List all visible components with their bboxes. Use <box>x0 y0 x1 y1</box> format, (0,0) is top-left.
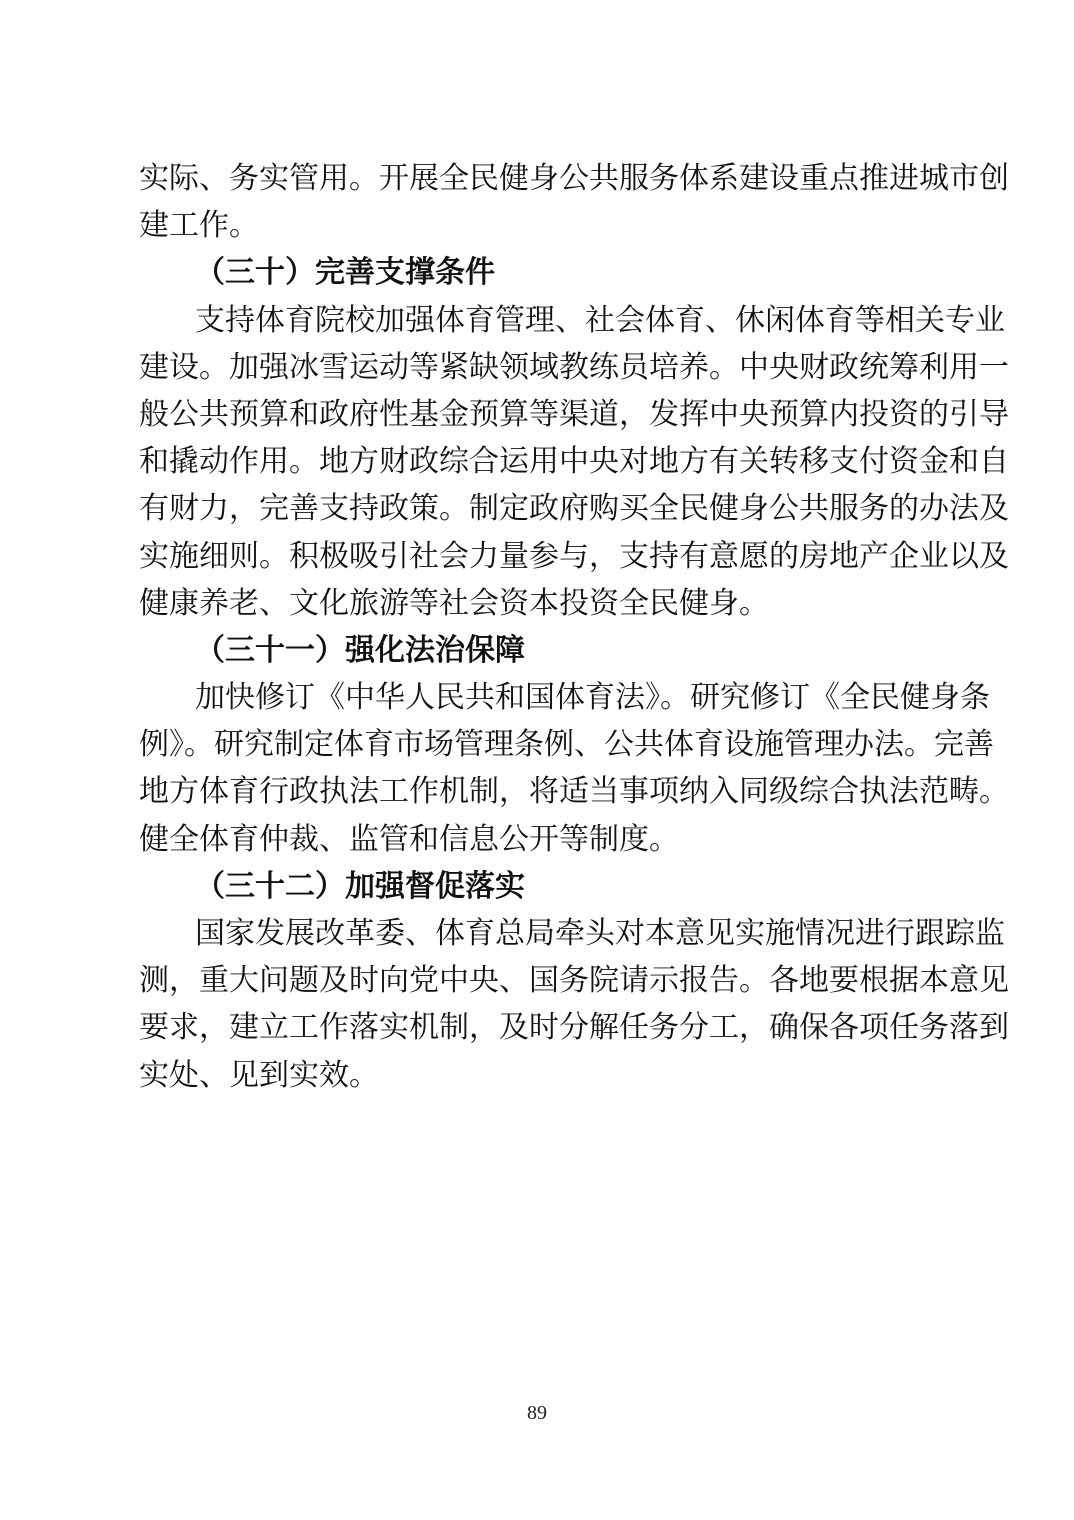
paragraph-line: 健全体育仲裁、监管和信息公开等制度。 <box>139 821 679 857</box>
section-heading: （三十一）强化法治保障 <box>195 632 525 668</box>
paragraph-line: 要求，建立工作落实机制，及时分解任务分工，确保各项任务落到 <box>139 1010 1009 1046</box>
paragraph-line: 建工作。 <box>139 208 259 244</box>
section-32 <box>139 863 1009 1099</box>
paragraph-line: 实处、见到实效。 <box>139 1057 379 1093</box>
section-31 <box>139 627 1009 863</box>
paragraph-line: 测，重大问题及时向党中央、国务院请示报告。各地要根据本意见 <box>139 963 1009 999</box>
paragraph-line: 般公共预算和政府性基金预算等渠道，发挥中央预算内投资的引导 <box>139 396 1009 432</box>
paragraph-line: 实际、务实管用。开展全民健身公共服务体系建设重点推进城市创 <box>139 161 1009 196</box>
paragraph-line: 建设。加强冰雪运动等紧缺领域教练员培养。中央财政统筹利用一 <box>139 349 1009 385</box>
paragraph-line: 实施细则。积极吸引社会力量参与，支持有意愿的房地产企业以及 <box>139 538 1009 574</box>
page-number: 89 <box>527 1402 547 1424</box>
section-heading: （三十二）加强督促落实 <box>195 868 525 904</box>
document-body <box>139 155 1009 1099</box>
paragraph-line: 健康养老、文化旅游等社会资本投资全民健身。 <box>139 585 769 621</box>
paragraph-line: 支持体育院校加强体育管理、社会体育、休闲体育等相关专业 <box>195 302 1005 338</box>
paragraph-line: 国家发展改革委、体育总局牵头对本意见实施情况进行跟踪监 <box>195 916 1005 951</box>
section-30 <box>139 249 1009 627</box>
paragraph-line: 例》。研究制定体育市场管理条例、公共体育设施管理办法。完善 <box>139 727 994 763</box>
paragraph-line: 加快修订《中华人民共和国体育法》。研究修订《全民健身条 <box>195 680 990 716</box>
intro-paragraph <box>139 155 1009 249</box>
paragraph-line: 和撬动作用。地方财政综合运用中央对地方有关转移支付资金和自 <box>139 444 1009 480</box>
paragraph-line: 地方体育行政执法工作机制，将适当事项纳入同级综合执法范畴。 <box>139 774 1009 810</box>
section-heading: （三十）完善支撑条件 <box>195 255 495 291</box>
paragraph-line: 有财力，完善支持政策。制定政府购买全民健身公共服务的办法及 <box>139 491 1009 527</box>
